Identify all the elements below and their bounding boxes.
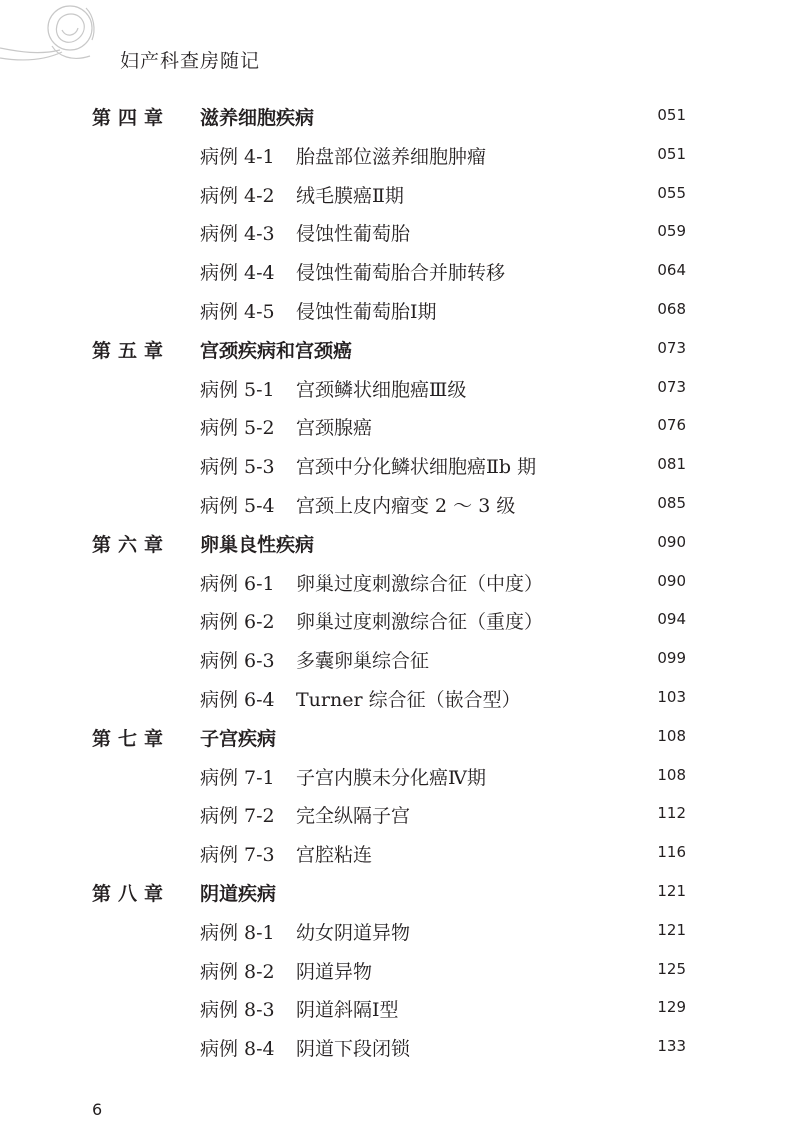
case-number: 病例 8-2 bbox=[200, 960, 275, 983]
case-title: 宫颈上皮内瘤变 2 ～ 3 级 bbox=[296, 494, 516, 517]
toc-chapter-row bbox=[0, 871, 800, 910]
toc-page-number: 073 bbox=[657, 377, 686, 396]
toc-page-number: 085 bbox=[657, 493, 686, 512]
toc-case-row bbox=[0, 1026, 800, 1065]
toc-case-row bbox=[0, 483, 800, 522]
case-title: 宫腔粘连 bbox=[296, 844, 373, 867]
toc-case-row bbox=[0, 289, 800, 328]
chapter-number: 第七章 bbox=[92, 727, 171, 750]
toc-page-number: 059 bbox=[657, 222, 686, 241]
case-number: 病例 4-3 bbox=[200, 223, 275, 246]
toc-case-row bbox=[0, 832, 800, 871]
case-title: 宫颈鳞状细胞癌Ⅲ级 bbox=[296, 378, 467, 401]
page-number: 6 bbox=[92, 1100, 103, 1119]
case-title: 阴道异物 bbox=[296, 960, 373, 983]
mother-baby-line-art-icon bbox=[0, 0, 120, 80]
case-number: 病例 4-5 bbox=[200, 300, 275, 323]
case-title: 侵蚀性葡萄胎Ⅰ期 bbox=[296, 300, 437, 323]
case-title: 幼女阴道异物 bbox=[296, 921, 411, 944]
toc-page-number: 081 bbox=[657, 455, 686, 474]
case-title: 侵蚀性葡萄胎合并肺转移 bbox=[296, 262, 506, 285]
case-number: 病例 5-1 bbox=[200, 378, 275, 401]
case-title: 完全纵隔子宫 bbox=[296, 805, 411, 828]
case-number: 病例 5-2 bbox=[200, 417, 275, 440]
toc-page-number: 116 bbox=[657, 843, 686, 862]
case-number: 病例 6-1 bbox=[200, 572, 275, 595]
case-title: Turner 综合征（嵌合型） bbox=[296, 688, 521, 711]
chapter-number: 第四章 bbox=[92, 107, 171, 129]
case-title: 侵蚀性葡萄胎 bbox=[296, 223, 411, 246]
case-number: 病例 7-2 bbox=[200, 805, 275, 828]
toc-case-row bbox=[0, 134, 800, 173]
case-number: 病例 4-1 bbox=[200, 145, 275, 168]
toc-case-row bbox=[0, 910, 800, 949]
chapter-number: 第八章 bbox=[92, 882, 171, 905]
toc-chapter-row bbox=[0, 328, 800, 367]
book-title: 妇产科查房随记 bbox=[120, 50, 261, 72]
toc-case-row bbox=[0, 599, 800, 638]
chapter-title: 阴道疾病 bbox=[200, 882, 277, 905]
toc-page-number: 133 bbox=[657, 1037, 686, 1056]
toc-chapter-row bbox=[0, 716, 800, 755]
toc-case-row bbox=[0, 987, 800, 1026]
toc-case-row bbox=[0, 173, 800, 212]
case-number: 病例 8-1 bbox=[200, 921, 275, 944]
case-title: 子宫内膜未分化癌Ⅳ期 bbox=[296, 766, 486, 789]
toc-case-row bbox=[0, 793, 800, 832]
case-number: 病例 8-4 bbox=[200, 1038, 275, 1061]
toc-chapter-row bbox=[0, 95, 800, 134]
case-number: 病例 4-2 bbox=[200, 184, 275, 207]
toc-page-number: 129 bbox=[657, 998, 686, 1017]
case-number: 病例 7-1 bbox=[200, 766, 275, 789]
case-number: 病例 6-3 bbox=[200, 650, 275, 673]
toc-page-number: 076 bbox=[657, 416, 686, 435]
page-header bbox=[0, 0, 800, 80]
toc-case-row bbox=[0, 211, 800, 250]
toc-case-row bbox=[0, 677, 800, 716]
toc-case-row bbox=[0, 755, 800, 794]
toc-chapter-row bbox=[0, 522, 800, 561]
toc-case-row bbox=[0, 561, 800, 600]
case-title: 卵巢过度刺激综合征（重度） bbox=[296, 611, 544, 634]
toc-case-row bbox=[0, 367, 800, 406]
chapter-title: 子宫疾病 bbox=[200, 727, 277, 750]
toc-case-row bbox=[0, 949, 800, 988]
case-number: 病例 6-2 bbox=[200, 611, 275, 634]
case-title: 多囊卵巢综合征 bbox=[296, 650, 430, 673]
toc-page-number: 094 bbox=[657, 610, 686, 629]
toc-page-number: 108 bbox=[657, 726, 686, 745]
case-title: 胎盘部位滋养细胞肿瘤 bbox=[296, 145, 487, 168]
toc-page-number: 051 bbox=[657, 144, 686, 163]
case-title: 阴道下段闭锁 bbox=[296, 1038, 411, 1061]
chapter-number: 第六章 bbox=[92, 533, 171, 556]
table-of-contents bbox=[0, 95, 800, 1065]
toc-case-row bbox=[0, 405, 800, 444]
toc-case-row bbox=[0, 444, 800, 483]
toc-page-number: 121 bbox=[657, 920, 686, 939]
toc-page-number: 068 bbox=[657, 299, 686, 318]
toc-page-number: 090 bbox=[657, 532, 686, 551]
case-title: 绒毛膜癌Ⅱ期 bbox=[296, 184, 404, 207]
chapter-number: 第五章 bbox=[92, 339, 171, 362]
toc-page-number: 103 bbox=[657, 687, 686, 706]
toc-page-number: 090 bbox=[657, 571, 686, 590]
case-number: 病例 5-4 bbox=[200, 494, 275, 517]
case-title: 卵巢过度刺激综合征（中度） bbox=[296, 572, 544, 595]
toc-case-row bbox=[0, 638, 800, 677]
toc-page-number: 055 bbox=[657, 183, 686, 202]
toc-page-number: 099 bbox=[657, 649, 686, 668]
case-number: 病例 6-4 bbox=[200, 688, 275, 711]
toc-page-number: 112 bbox=[657, 804, 686, 823]
toc-page-number: 073 bbox=[657, 338, 686, 357]
toc-page-number: 064 bbox=[657, 261, 686, 280]
case-number: 病例 5-3 bbox=[200, 456, 275, 479]
toc-page-number: 051 bbox=[657, 106, 686, 124]
case-title: 宫颈腺癌 bbox=[296, 417, 373, 440]
chapter-title: 滋养细胞疾病 bbox=[200, 107, 315, 129]
toc-case-row bbox=[0, 250, 800, 289]
case-number: 病例 7-3 bbox=[200, 844, 275, 867]
case-number: 病例 4-4 bbox=[200, 262, 275, 285]
chapter-title: 宫颈疾病和宫颈癌 bbox=[200, 339, 353, 362]
case-number: 病例 8-3 bbox=[200, 999, 275, 1022]
toc-page-number: 121 bbox=[657, 881, 686, 900]
toc-page-number: 125 bbox=[657, 959, 686, 978]
case-title: 宫颈中分化鳞状细胞癌Ⅱb 期 bbox=[296, 456, 537, 479]
case-title: 阴道斜隔Ⅰ型 bbox=[296, 999, 399, 1022]
chapter-title: 卵巢良性疾病 bbox=[200, 533, 315, 556]
toc-page-number: 108 bbox=[657, 765, 686, 784]
